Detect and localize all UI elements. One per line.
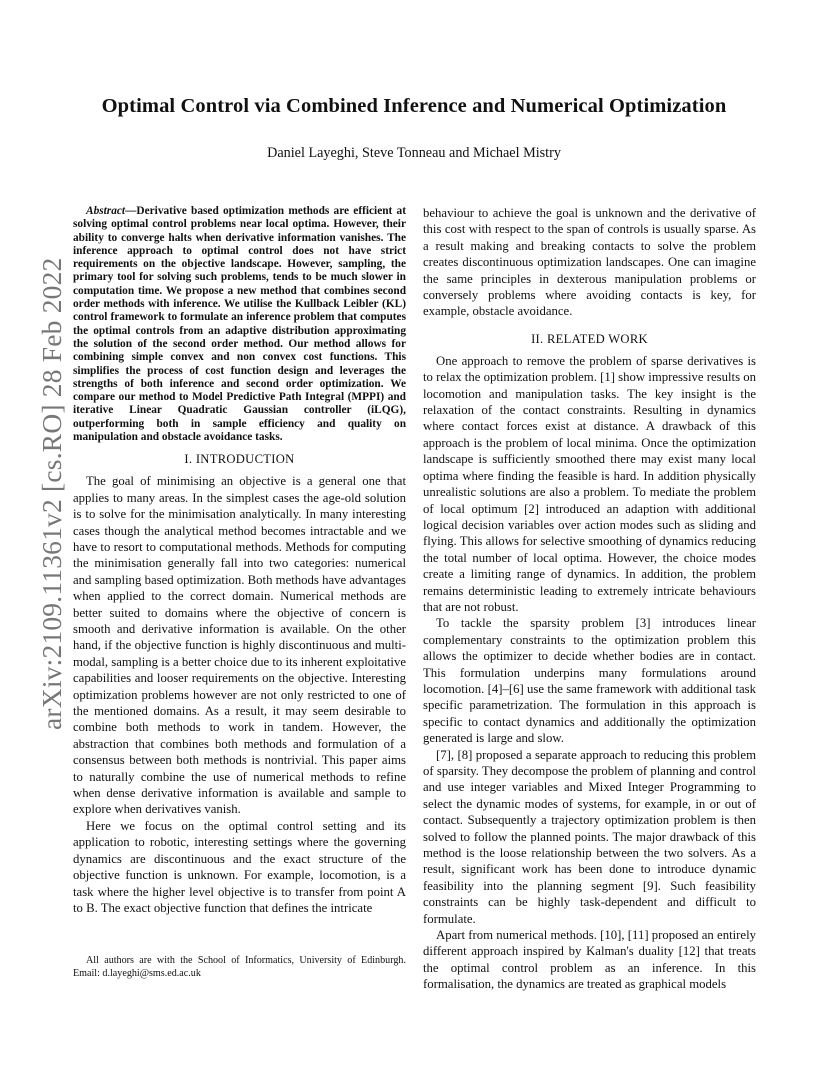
right-column: [423, 205, 756, 993]
section-heading-related-work: II. RELATED WORK: [531, 331, 648, 346]
section-heading-introduction: I. INTRODUCTION: [184, 452, 295, 467]
author-footnote: All authors are with the School of Informatics, University of Edinburgh. Email: d.layeghi@sms.ed.ac.uk: [73, 955, 406, 979]
related-paragraph-2: To tackle the sparsity problem [3] introduces linear complementary constraints to the optimization problem this allows the optimizer to decide whether bodies are in contact. This formulation underpins many formulations around locomotion. [4]–[6] use the same framework with additional task specific parametrization. The formulation in this approach is specific to contact dynamics and additionally the optimization generated is large and slow.: [423, 616, 756, 746]
abstract-body: Derivative based optimization methods are efficient at solving optimal control problems near local optima. However, their ability to converge halts when derivative information vanishes. The inference approach to optimal control does not have strict requirements on the objective landscape. However, sampling, the primary tool for solving such problems, tends to be much slower in computation time. We propose a new method that combines second order methods with inference. We utilise the Kullback Leibler (KL) control framework to formulate an inference problem that computes the optimal controls from an adaptive distribution approximating the solution of the second order method. Our method allows for combining simple convex and non convex cost functions. This simplifies the process of cost function design and leverages the strengths of both inference and second order optimization. We compare our method to Model Predictive Path Integral (MPPI) and iterative Linear Quadratic Gaussian controller (iLQG), outperforming both in sample efficiency and quality on manipulation and obstacle avoidance tasks.: [73, 205, 406, 444]
related-paragraph-4: Apart from numerical methods. [10], [11] proposed an entirely different approach inspired by Kalman's duality [12] that treats the optimal control problem as an inference. In this formalisation, the dynamics are treated as graphical models: [423, 928, 756, 992]
paper-title: Optimal Control via Combined Inference and Numerical Optimization: [101, 95, 727, 117]
abstract: [73, 205, 406, 444]
abstract-lead: Abstract—: [86, 205, 137, 217]
paper-authors: Daniel Layeghi, Steve Tonneau and Michael Mistry: [267, 145, 561, 161]
intro-paragraph-continued: behaviour to achieve the goal is unknown and the derivative of this cost with respect to the span of controls is usually sparse. As a result making and breaking contacts to solve the problem creates discontinuous optimization landscapes. One can imagine the same principles in dexterous manipulation problems or conversely problems where avoiding contacts is key, for example, obstacle avoidance.: [423, 206, 756, 319]
intro-paragraph-1: The goal of minimising an objective is a general one that applies to many areas. In the simplest cases the age-old solution is to solve for the minimisation analytically. In many interesting cases though the analytical method becomes intractable and we have to resort to computational methods. Methods for computing the minimisation generally fall into two categories: numerical and sampling based optimization. Both methods have advantages when applied to the correct domain. Numerical methods are better suited to domains where the objective of concern is smooth and derivative information is available. On the other hand, if the objective function is highly discontinuous and multi-modal, sampling is a better choice due to its inherent exploitative capabilities and looser requirements on the objective. Interesting optimization problems however are not only restricted to one of the mentioned domains. As a result, it may seem desirable to combine both methods to work in tandem. However, the abstraction that combines both methods and formulation of a consensus between both methods is nontrivial. This paper aims to naturally combine the use of numerical methods to refine when dense derivative information is available and sample to explore when derivatives vanish.: [73, 474, 406, 817]
related-paragraph-3: [7], [8] proposed a separate approach to reducing this problem of sparsity. They decompose the problem of planning and control and use integer variables and Mixed Integer Programming to select the dynamic modes of systems, for example, in or out of contact. Subsequently a trajectory optimization problem is then solved to follow the planned points. The major drawback of this method is the loose relationship between the two solvers. As a result, significant work has been done to introduce dynamic feasibility into the planning segment [9]. Such feasibility constraints can be highly task-dependent and difficult to formulate.: [423, 747, 756, 926]
arxiv-stamp: [14, 257, 67, 730]
arxiv-identifier: arXiv:2109.11361v2 [cs.RO] 28 Feb 2022: [36, 257, 67, 730]
intro-paragraph-2: Here we focus on the optimal control setting and its application to robotic, interesting settings where the governing dynamics are discontinuous and the exact structure of the objective function is unknown. For example, locomotion, is a task where the higher level objective is to transfer from point A to B. The exact objective function that defines the intricate: [73, 818, 406, 915]
left-column: [73, 205, 406, 916]
related-paragraph-1: One approach to remove the problem of sparse derivatives is to relax the optimization problem. [1] show impressive results on locomotion and manipulation tasks. The key insight is the relaxation of the contact constraints. Resulting in dynamics where contact forces exist at distance. A drawback of this approach is the problem of local minima. Once the optimization landscape is sufficiently smoothed there may exist many local optima where finding the feasible is hard. In addition physically unrealistic solutions are also a problem. To mediate the problem of local optimum [2] introduced an adaption with additional logical decision variables over action modes such as sliding and flying. This allows for selective smoothing of dynamics reducing the total number of local optima. However, the choice modes create a limiting range of dynamics. In addition, the problem remains deterministic leading to extremely intricate behaviours that are not robust.: [423, 353, 756, 614]
